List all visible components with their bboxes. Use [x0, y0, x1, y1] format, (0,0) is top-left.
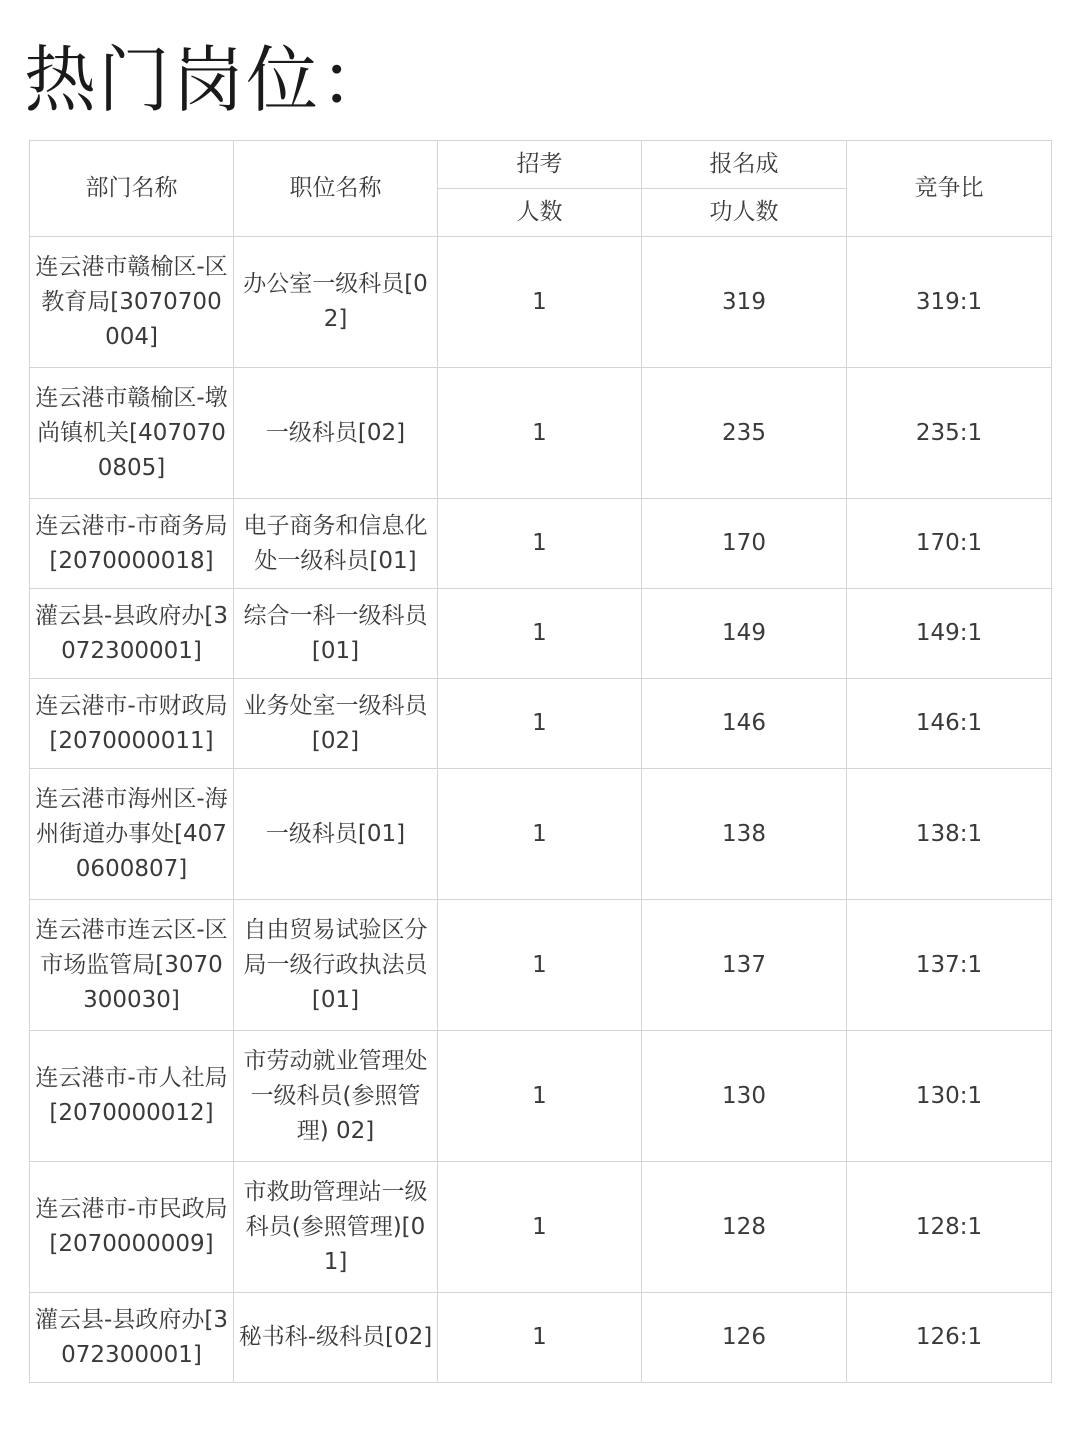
- header-recruit-line1: 招考: [438, 141, 642, 189]
- cell-recruit: 1: [438, 237, 642, 368]
- cell-applied: 146: [642, 679, 847, 769]
- cell-applied: 319: [642, 237, 847, 368]
- cell-ratio: 128:1: [847, 1162, 1052, 1293]
- cell-position: 电子商务和信息化处一级科员[01]: [234, 499, 438, 589]
- table-row: [30, 679, 1052, 769]
- header-department: 部门名称: [30, 141, 234, 237]
- cell-position: 秘书科-级科员[02]: [234, 1293, 438, 1383]
- cell-recruit: 1: [438, 1031, 642, 1162]
- cell-applied: 149: [642, 589, 847, 679]
- cell-recruit: 1: [438, 1162, 642, 1293]
- cell-department: 连云港市-市人社局[2070000012]: [30, 1031, 234, 1162]
- header-applied-line2: 功人数: [642, 189, 847, 237]
- table-row: [30, 769, 1052, 900]
- header-recruit-line2: 人数: [438, 189, 642, 237]
- hot-positions-table: [29, 140, 1052, 1383]
- cell-ratio: 149:1: [847, 589, 1052, 679]
- cell-applied: 137: [642, 900, 847, 1031]
- cell-applied: 128: [642, 1162, 847, 1293]
- cell-applied: 126: [642, 1293, 847, 1383]
- cell-position: 综合一科一级科员[01]: [234, 589, 438, 679]
- header-ratio: 竞争比: [847, 141, 1052, 237]
- table-body: [30, 237, 1052, 1383]
- cell-position: 办公室一级科员[02]: [234, 237, 438, 368]
- cell-position: 市劳动就业管理处一级科员(参照管理) 02]: [234, 1031, 438, 1162]
- cell-department: 连云港市海州区-海州街道办事处[4070600807]: [30, 769, 234, 900]
- header-position: 职位名称: [234, 141, 438, 237]
- cell-ratio: 170:1: [847, 499, 1052, 589]
- cell-recruit: 1: [438, 1293, 642, 1383]
- cell-recruit: 1: [438, 499, 642, 589]
- table-row: [30, 900, 1052, 1031]
- cell-ratio: 146:1: [847, 679, 1052, 769]
- cell-department: 连云港市赣榆区-区教育局[3070700004]: [30, 237, 234, 368]
- table-row: [30, 237, 1052, 368]
- table-row: [30, 1031, 1052, 1162]
- cell-department: 连云港市-市商务局[2070000018]: [30, 499, 234, 589]
- cell-recruit: 1: [438, 900, 642, 1031]
- cell-ratio: 319:1: [847, 237, 1052, 368]
- cell-applied: 130: [642, 1031, 847, 1162]
- cell-applied: 170: [642, 499, 847, 589]
- page-title: 热门岗位：: [24, 38, 395, 122]
- table-row: [30, 499, 1052, 589]
- cell-ratio: 126:1: [847, 1293, 1052, 1383]
- cell-ratio: 137:1: [847, 900, 1052, 1031]
- cell-department: 连云港市-市财政局[2070000011]: [30, 679, 234, 769]
- table-header: [30, 141, 1052, 237]
- cell-position: 一级科员[01]: [234, 769, 438, 900]
- table-row: [30, 368, 1052, 499]
- cell-position: 业务处室一级科员[02]: [234, 679, 438, 769]
- cell-department: 连云港市-市民政局[2070000009]: [30, 1162, 234, 1293]
- cell-department: 连云港市连云区-区市场监管局[3070300030]: [30, 900, 234, 1031]
- cell-position: 市救助管理站一级科员(参照管理)[01]: [234, 1162, 438, 1293]
- cell-recruit: 1: [438, 769, 642, 900]
- cell-ratio: 130:1: [847, 1031, 1052, 1162]
- cell-recruit: 1: [438, 368, 642, 499]
- cell-department: 灌云县-县政府办[3072300001]: [30, 1293, 234, 1383]
- header-applied-line1: 报名成: [642, 141, 847, 189]
- cell-ratio: 138:1: [847, 769, 1052, 900]
- cell-applied: 235: [642, 368, 847, 499]
- table-row: [30, 1293, 1052, 1383]
- cell-department: 连云港市赣榆区-墩尚镇机关[4070700805]: [30, 368, 234, 499]
- cell-position: 一级科员[02]: [234, 368, 438, 499]
- table-row: [30, 1162, 1052, 1293]
- cell-applied: 138: [642, 769, 847, 900]
- table-row: [30, 589, 1052, 679]
- cell-department: 灌云县-县政府办[3072300001]: [30, 589, 234, 679]
- cell-recruit: 1: [438, 679, 642, 769]
- cell-recruit: 1: [438, 589, 642, 679]
- cell-position: 自由贸易试验区分局一级行政执法员[01]: [234, 900, 438, 1031]
- cell-ratio: 235:1: [847, 368, 1052, 499]
